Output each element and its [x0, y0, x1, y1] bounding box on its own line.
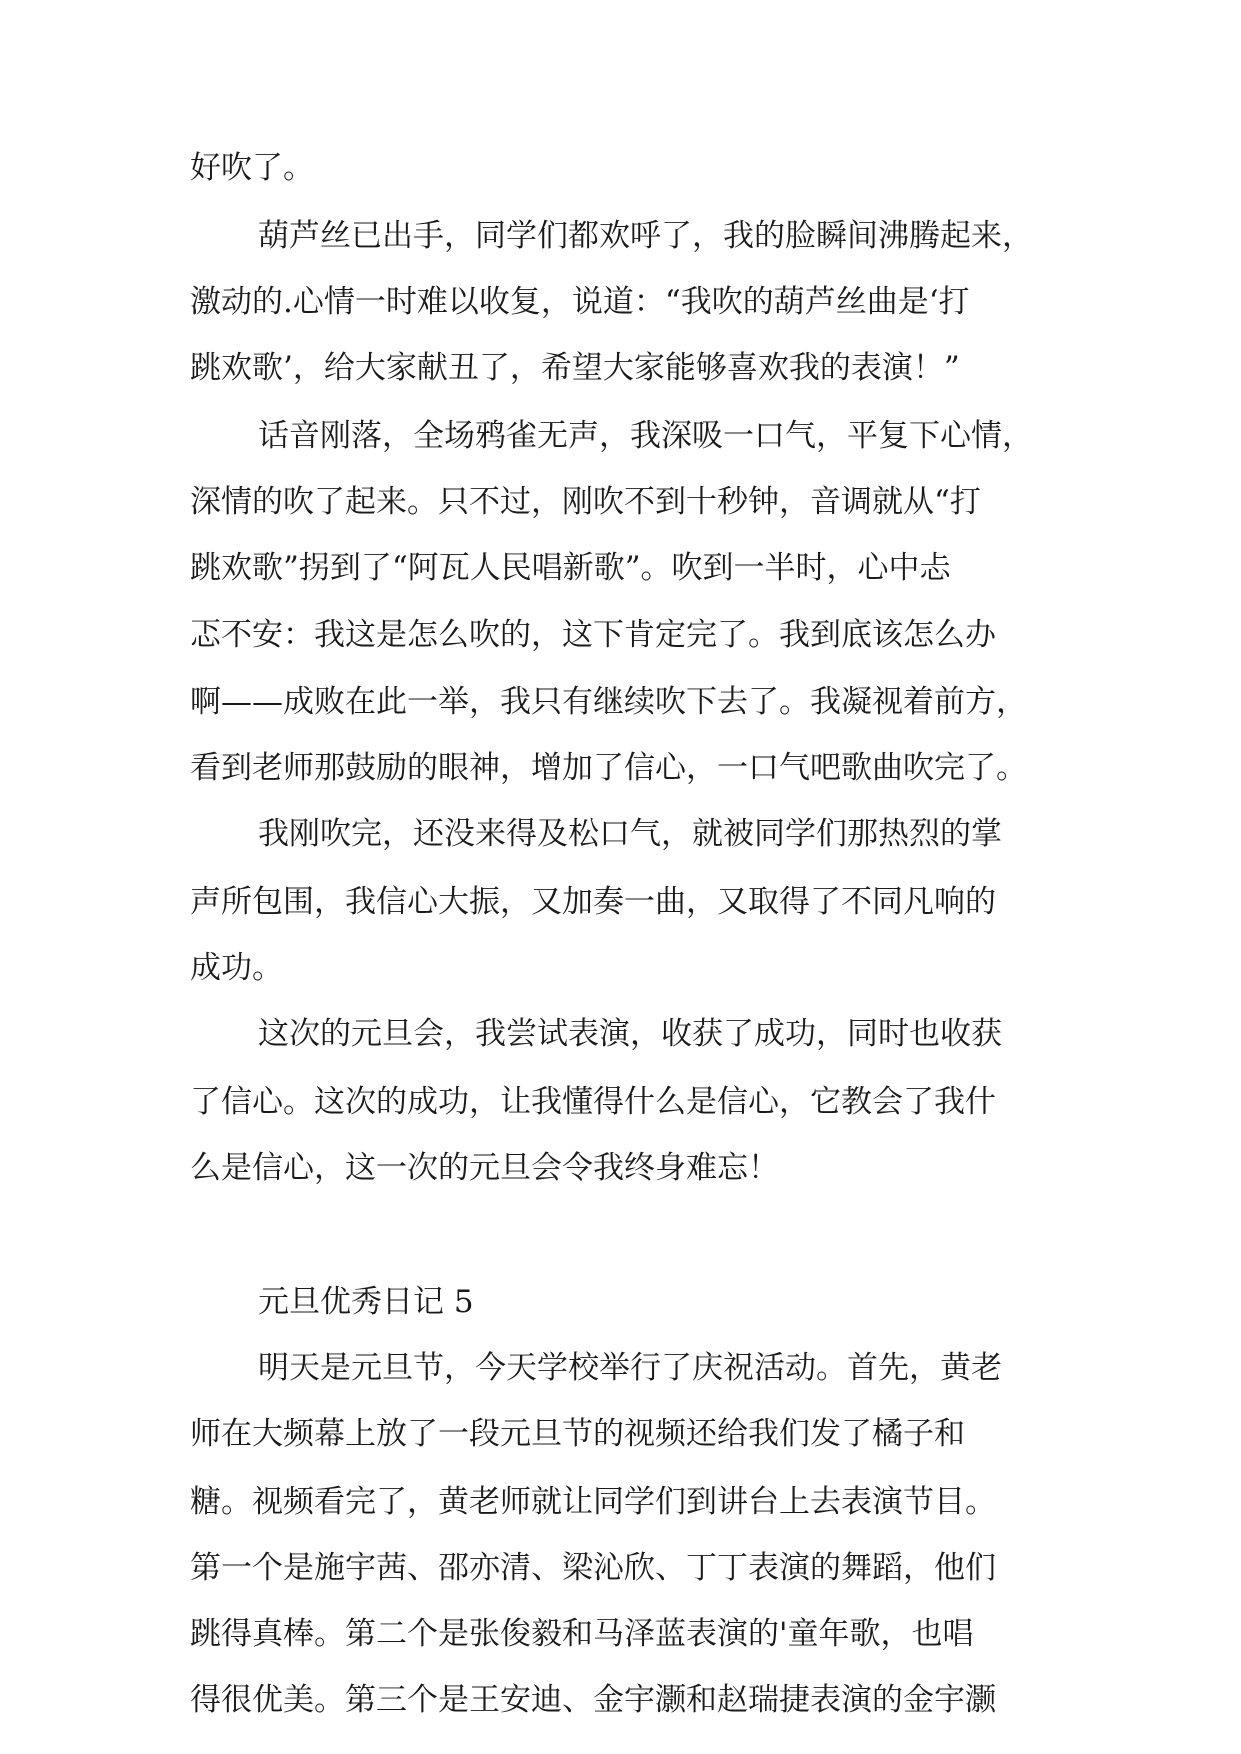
- text-line: 明天是元旦节，今天学校举行了庆祝活动。首先，黄老: [258, 1350, 1002, 1386]
- text-line: 跳欢歌’，给大家献丑了，希望大家能够喜欢我的表演！”: [190, 350, 960, 386]
- text-line: 激动的.心情一时难以收复，说道：“我吹的葫芦丝曲是‘打: [190, 284, 970, 320]
- section-heading: 元旦优秀日记 5: [258, 1284, 474, 1320]
- text-line: 话音刚落，全场鸦雀无声，我深吸一口气，平复下心情，: [258, 418, 1033, 454]
- text-line: 忑不安：我这是怎么吹的，这下肯定完了。我到底该怎么办: [190, 617, 996, 653]
- text-line: 跳欢歌”拐到了“阿瓦人民唱新歌”。吹到一半时，心中忐: [190, 550, 951, 586]
- text-line: 这次的元旦会，我尝试表演，收获了成功，同时也收获: [258, 1016, 1002, 1052]
- text-line: 么是信心，这一次的元旦会令我终身难忘！: [190, 1150, 779, 1186]
- text-line: 声所包围，我信心大振，又加奏一曲，又取得了不同凡响的: [190, 884, 996, 920]
- text-line: 师在大频幕上放了一段元旦节的视频还给我们发了橘子和: [190, 1416, 965, 1452]
- text-line: 得很优美。第三个是王安迪、金宇灏和赵瑞捷表演的金宇灏: [190, 1682, 996, 1718]
- text-line: 深情的吹了起来。只不过，刚吹不到十秒钟，音调就从“打: [190, 484, 981, 520]
- text-line: 葫芦丝已出手，同学们都欢呼了，我的脸瞬间沸腾起来，: [258, 218, 1033, 254]
- text-line: 好吹了。: [190, 150, 314, 186]
- text-line: 我刚吹完，还没来得及松口气，就被同学们那热烈的掌: [258, 816, 1002, 852]
- text-line: 跳得真棒。第二个是张俊毅和马泽蓝表演的'童年歌，也唱: [190, 1616, 974, 1652]
- text-line: 成功。: [190, 950, 283, 986]
- text-line: 糖。视频看完了，黄老师就让同学们到讲台上去表演节目。: [190, 1484, 996, 1520]
- text-line: 了信心。这次的成功，让我懂得什么是信心，它教会了我什: [190, 1084, 996, 1120]
- text-line: 第一个是施宇茜、邵亦清、梁沁欣、丁丁表演的舞蹈，他们: [190, 1550, 996, 1586]
- text-line: 啊——成败在此一举，我只有继续吹下去了。我凝视着前方，: [190, 684, 1027, 720]
- text-line: 看到老师那鼓励的眼神，增加了信心，一口气吧歌曲吹完了。: [190, 750, 1027, 786]
